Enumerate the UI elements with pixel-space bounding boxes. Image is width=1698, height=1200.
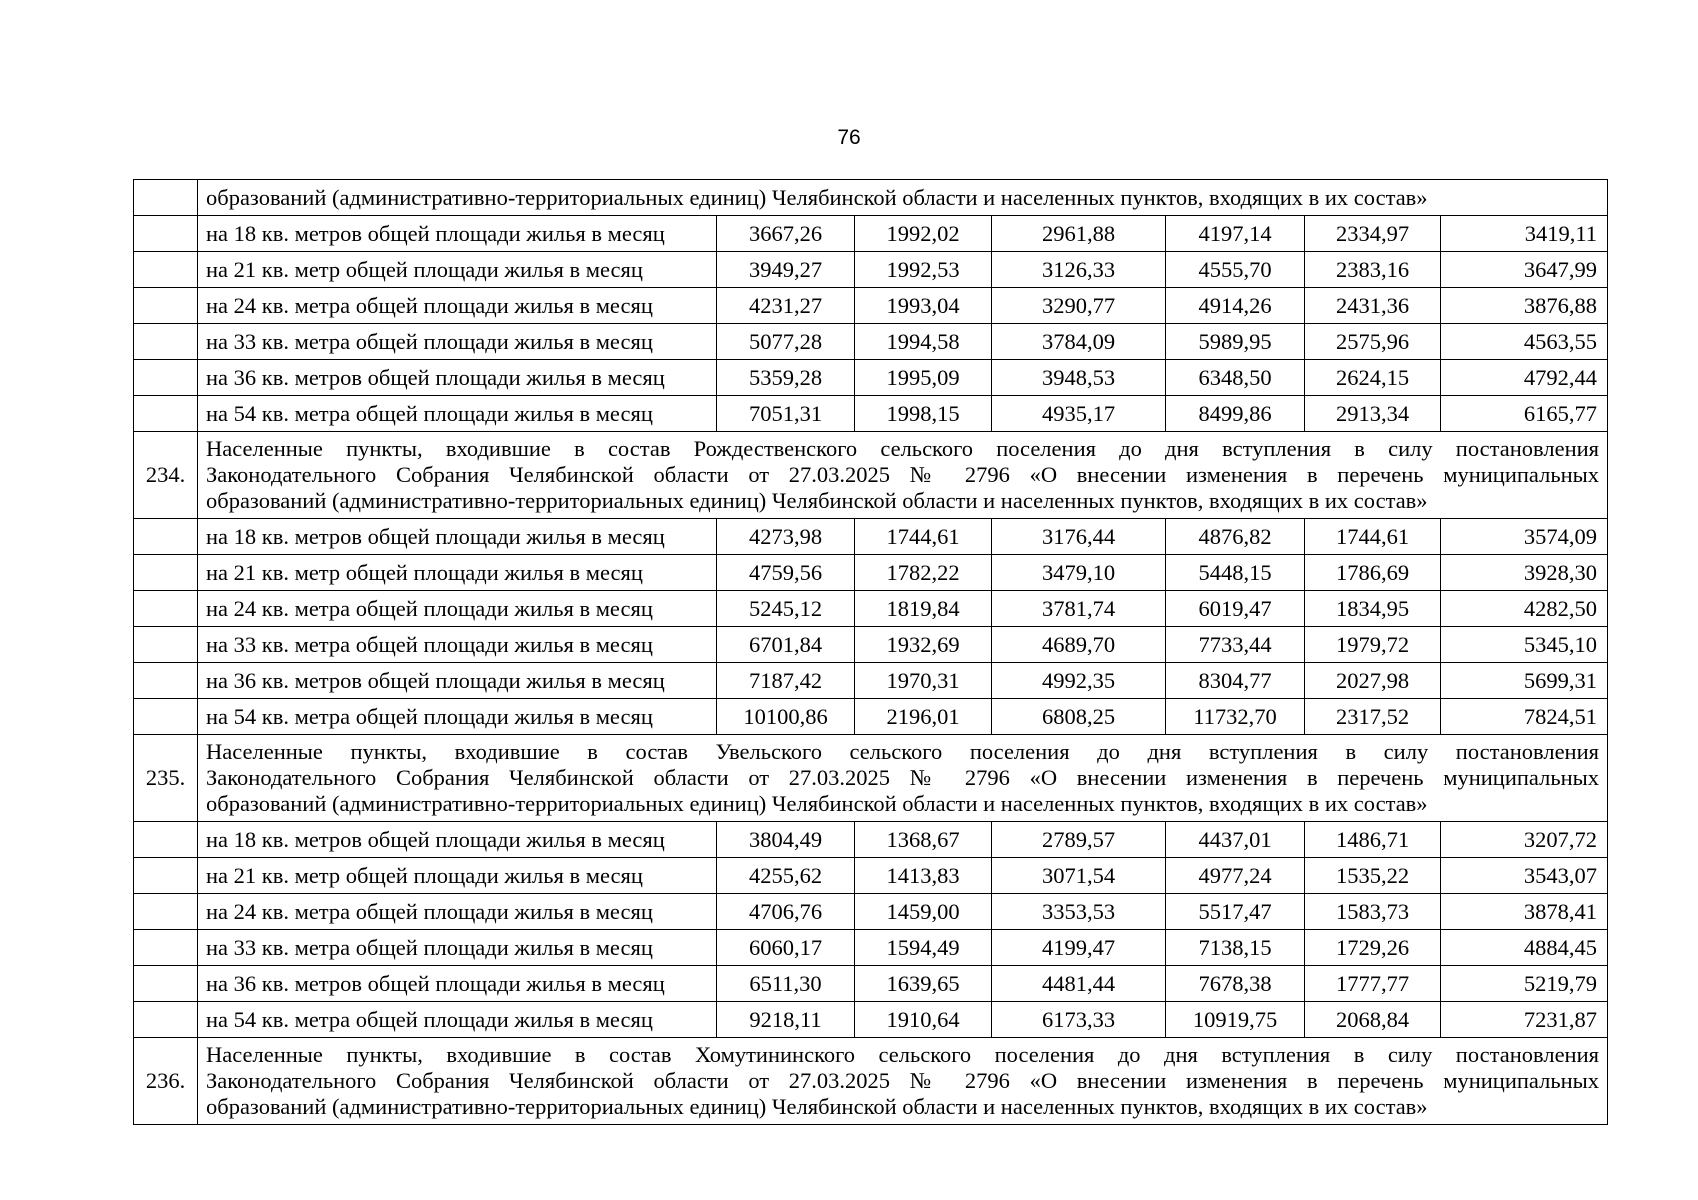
value-cell: 1932,69	[855, 627, 992, 663]
row-label: на 36 кв. метров общей площади жилья в месяц	[198, 663, 717, 699]
value-cell: 3948,53	[992, 360, 1166, 396]
value-cell: 3878,41	[1441, 894, 1608, 930]
value-cell: 2196,01	[855, 699, 992, 735]
table-row	[134, 288, 1608, 324]
table-row	[134, 324, 1608, 360]
value-cell: 3479,10	[992, 555, 1166, 591]
value-cell: 6348,50	[1166, 360, 1305, 396]
value-cell: 4231,27	[717, 288, 855, 324]
value-cell: 3949,27	[717, 252, 855, 288]
value-cell: 3574,09	[1441, 519, 1608, 555]
value-cell: 6511,30	[717, 966, 855, 1002]
row-number-cell	[134, 627, 198, 663]
row-number-cell	[134, 930, 198, 966]
value-cell: 1993,04	[855, 288, 992, 324]
value-cell: 8499,86	[1166, 396, 1305, 432]
value-cell: 2961,88	[992, 216, 1166, 252]
value-cell: 3667,26	[717, 216, 855, 252]
value-cell: 6060,17	[717, 930, 855, 966]
row-number-cell	[134, 555, 198, 591]
value-cell: 3207,72	[1441, 822, 1608, 858]
value-cell: 4759,56	[717, 555, 855, 591]
section-heading	[198, 432, 1608, 519]
value-cell: 2575,96	[1305, 324, 1441, 360]
value-cell: 1992,02	[855, 216, 992, 252]
value-cell: 7138,15	[1166, 930, 1305, 966]
value-cell: 7824,51	[1441, 699, 1608, 735]
row-label: на 33 кв. метра общей площади жилья в месяц	[198, 324, 717, 360]
value-cell: 3126,33	[992, 252, 1166, 288]
table-row	[134, 966, 1608, 1002]
row-label: на 24 кв. метра общей площади жилья в месяц	[198, 591, 717, 627]
row-number-cell	[134, 216, 198, 252]
section-heading-line: образований (административно-территориальных единиц) Челябинской области и населенных пунктов, входящих в их состав»	[206, 1093, 1428, 1119]
value-cell: 1910,64	[855, 1002, 992, 1038]
value-cell: 1998,15	[855, 396, 992, 432]
table-row	[134, 627, 1608, 663]
value-cell: 9218,11	[717, 1002, 855, 1038]
value-cell: 2913,34	[1305, 396, 1441, 432]
continuation-heading-row	[134, 180, 1608, 216]
row-label: на 33 кв. метра общей площади жилья в месяц	[198, 627, 717, 663]
table-body	[134, 180, 1608, 1125]
value-cell: 3419,11	[1441, 216, 1608, 252]
section-heading-line: Населенные пункты, входившие в состав Увельского сельского поселения до дня вступления в силу постановления	[206, 739, 1599, 765]
row-label: на 36 кв. метров общей площади жилья в месяц	[198, 966, 717, 1002]
section-heading-line: Законодательного Собрания Челябинской области от 27.03.2025 № 2796 «О внесении изменения в перечень муниципальных	[206, 1068, 1599, 1094]
table-row	[134, 894, 1608, 930]
value-cell: 3647,99	[1441, 252, 1608, 288]
value-cell: 4876,82	[1166, 519, 1305, 555]
continuation-heading: образований (административно-территориальных единиц) Челябинской области и населенных пунктов, входящих в их состав»	[198, 180, 1608, 216]
row-label: на 18 кв. метров общей площади жилья в месяц	[198, 216, 717, 252]
row-label: на 21 кв. метр общей площади жилья в месяц	[198, 858, 717, 894]
section-heading-line: Населенные пункты, входившие в состав Рождественского сельского поселения до дня вступления в силу постановления	[206, 436, 1599, 462]
row-number-cell	[134, 1002, 198, 1038]
value-cell: 4481,44	[992, 966, 1166, 1002]
value-cell: 2431,36	[1305, 288, 1441, 324]
value-cell: 4199,47	[992, 930, 1166, 966]
value-cell: 2068,84	[1305, 1002, 1441, 1038]
row-label: на 21 кв. метр общей площади жилья в месяц	[198, 252, 717, 288]
value-cell: 5077,28	[717, 324, 855, 360]
row-number-cell	[134, 591, 198, 627]
value-cell: 2624,15	[1305, 360, 1441, 396]
table-row	[134, 252, 1608, 288]
value-cell: 4706,76	[717, 894, 855, 930]
value-cell: 6701,84	[717, 627, 855, 663]
table-row	[134, 663, 1608, 699]
row-label: на 18 кв. метров общей площади жилья в месяц	[198, 519, 717, 555]
value-cell: 1413,83	[855, 858, 992, 894]
row-number-cell	[134, 252, 198, 288]
row-label: на 54 кв. метра общей площади жилья в месяц	[198, 1002, 717, 1038]
value-cell: 4255,62	[717, 858, 855, 894]
value-cell: 1535,22	[1305, 858, 1441, 894]
table-row	[134, 591, 1608, 627]
value-cell: 2027,98	[1305, 663, 1441, 699]
row-number-cell	[134, 288, 198, 324]
value-cell: 5989,95	[1166, 324, 1305, 360]
row-number-cell	[134, 396, 198, 432]
value-cell: 7678,38	[1166, 966, 1305, 1002]
value-cell: 3543,07	[1441, 858, 1608, 894]
value-cell: 1786,69	[1305, 555, 1441, 591]
table-row	[134, 930, 1608, 966]
section-heading	[198, 735, 1608, 822]
value-cell: 7051,31	[717, 396, 855, 432]
section-heading-row	[134, 735, 1608, 822]
value-cell: 6173,33	[992, 1002, 1166, 1038]
section-heading	[198, 1038, 1608, 1125]
value-cell: 1583,73	[1305, 894, 1441, 930]
value-cell: 3804,49	[717, 822, 855, 858]
row-number-cell	[134, 822, 198, 858]
value-cell: 5359,28	[717, 360, 855, 396]
row-label: на 36 кв. метров общей площади жилья в месяц	[198, 360, 717, 396]
table-row	[134, 699, 1608, 735]
value-cell: 7733,44	[1166, 627, 1305, 663]
value-cell: 3176,44	[992, 519, 1166, 555]
value-cell: 1994,58	[855, 324, 992, 360]
section-heading-line: Населенные пункты, входившие в состав Хомутининского сельского поселения до дня вступления в силу постановления	[206, 1042, 1599, 1068]
value-cell: 4555,70	[1166, 252, 1305, 288]
value-cell: 4977,24	[1166, 858, 1305, 894]
tariff-table	[133, 179, 1608, 1125]
value-cell: 1744,61	[1305, 519, 1441, 555]
value-cell: 1368,67	[855, 822, 992, 858]
section-number: 234.	[134, 432, 198, 519]
section-heading-line: Законодательного Собрания Челябинской области от 27.03.2025 № 2796 «О внесении изменения в перечень муниципальных	[206, 462, 1599, 488]
value-cell: 4437,01	[1166, 822, 1305, 858]
value-cell: 5219,79	[1441, 966, 1608, 1002]
value-cell: 1979,72	[1305, 627, 1441, 663]
value-cell: 2789,57	[992, 822, 1166, 858]
section-heading-line: образований (административно-территориальных единиц) Челябинской области и населенных пунктов, входящих в их состав»	[206, 790, 1428, 816]
value-cell: 6165,77	[1441, 396, 1608, 432]
value-cell: 5345,10	[1441, 627, 1608, 663]
row-label: на 24 кв. метра общей площади жилья в месяц	[198, 894, 717, 930]
value-cell: 2334,97	[1305, 216, 1441, 252]
table-row	[134, 360, 1608, 396]
value-cell: 4792,44	[1441, 360, 1608, 396]
table-row	[134, 555, 1608, 591]
value-cell: 1777,77	[1305, 966, 1441, 1002]
value-cell: 4992,35	[992, 663, 1166, 699]
section-heading-row	[134, 432, 1608, 519]
value-cell: 6019,47	[1166, 591, 1305, 627]
table-row	[134, 396, 1608, 432]
value-cell: 2383,16	[1305, 252, 1441, 288]
row-number-cell	[134, 966, 198, 1002]
table-row	[134, 858, 1608, 894]
row-number-cell	[134, 858, 198, 894]
value-cell: 1819,84	[855, 591, 992, 627]
section-heading-row	[134, 1038, 1608, 1125]
value-cell: 4563,55	[1441, 324, 1608, 360]
value-cell: 4935,17	[992, 396, 1166, 432]
value-cell: 1729,26	[1305, 930, 1441, 966]
row-label: на 54 кв. метра общей площади жилья в месяц	[198, 699, 717, 735]
value-cell: 3928,30	[1441, 555, 1608, 591]
section-number-cell	[134, 180, 198, 216]
row-number-cell	[134, 663, 198, 699]
row-number-cell	[134, 699, 198, 735]
value-cell: 1782,22	[855, 555, 992, 591]
value-cell: 3876,88	[1441, 288, 1608, 324]
section-number: 236.	[134, 1038, 198, 1125]
row-label: на 24 кв. метра общей площади жилья в месяц	[198, 288, 717, 324]
value-cell: 7187,42	[717, 663, 855, 699]
value-cell: 1639,65	[855, 966, 992, 1002]
row-label: на 21 кв. метр общей площади жилья в месяц	[198, 555, 717, 591]
section-heading-line: Законодательного Собрания Челябинской области от 27.03.2025 № 2796 «О внесении изменения в перечень муниципальных	[206, 765, 1599, 791]
value-cell: 1594,49	[855, 930, 992, 966]
section-heading-line: образований (административно-территориальных единиц) Челябинской области и населенных пунктов, входящих в их состав»	[206, 487, 1428, 513]
table-row	[134, 216, 1608, 252]
value-cell: 1970,31	[855, 663, 992, 699]
value-cell: 3784,09	[992, 324, 1166, 360]
value-cell: 4282,50	[1441, 591, 1608, 627]
value-cell: 3781,74	[992, 591, 1166, 627]
row-number-cell	[134, 519, 198, 555]
row-label: на 54 кв. метра общей площади жилья в месяц	[198, 396, 717, 432]
section-number: 235.	[134, 735, 198, 822]
page-number: 76	[837, 126, 861, 149]
value-cell: 7231,87	[1441, 1002, 1608, 1038]
table-row	[134, 519, 1608, 555]
value-cell: 5517,47	[1166, 894, 1305, 930]
row-number-cell	[134, 324, 198, 360]
row-label: на 33 кв. метра общей площади жилья в месяц	[198, 930, 717, 966]
value-cell: 1995,09	[855, 360, 992, 396]
value-cell: 11732,70	[1166, 699, 1305, 735]
value-cell: 3290,77	[992, 288, 1166, 324]
value-cell: 1744,61	[855, 519, 992, 555]
row-label: на 18 кв. метров общей площади жилья в месяц	[198, 822, 717, 858]
value-cell: 3353,53	[992, 894, 1166, 930]
row-number-cell	[134, 360, 198, 396]
value-cell: 5699,31	[1441, 663, 1608, 699]
table-row	[134, 1002, 1608, 1038]
value-cell: 1834,95	[1305, 591, 1441, 627]
value-cell: 4914,26	[1166, 288, 1305, 324]
value-cell: 8304,77	[1166, 663, 1305, 699]
row-number-cell	[134, 894, 198, 930]
value-cell: 1992,53	[855, 252, 992, 288]
value-cell: 1486,71	[1305, 822, 1441, 858]
value-cell: 5448,15	[1166, 555, 1305, 591]
value-cell: 6808,25	[992, 699, 1166, 735]
value-cell: 10100,86	[717, 699, 855, 735]
value-cell: 4689,70	[992, 627, 1166, 663]
value-cell: 10919,75	[1166, 1002, 1305, 1038]
value-cell: 3071,54	[992, 858, 1166, 894]
table-row	[134, 822, 1608, 858]
value-cell: 1459,00	[855, 894, 992, 930]
value-cell: 4273,98	[717, 519, 855, 555]
value-cell: 4884,45	[1441, 930, 1608, 966]
value-cell: 2317,52	[1305, 699, 1441, 735]
value-cell: 4197,14	[1166, 216, 1305, 252]
value-cell: 5245,12	[717, 591, 855, 627]
